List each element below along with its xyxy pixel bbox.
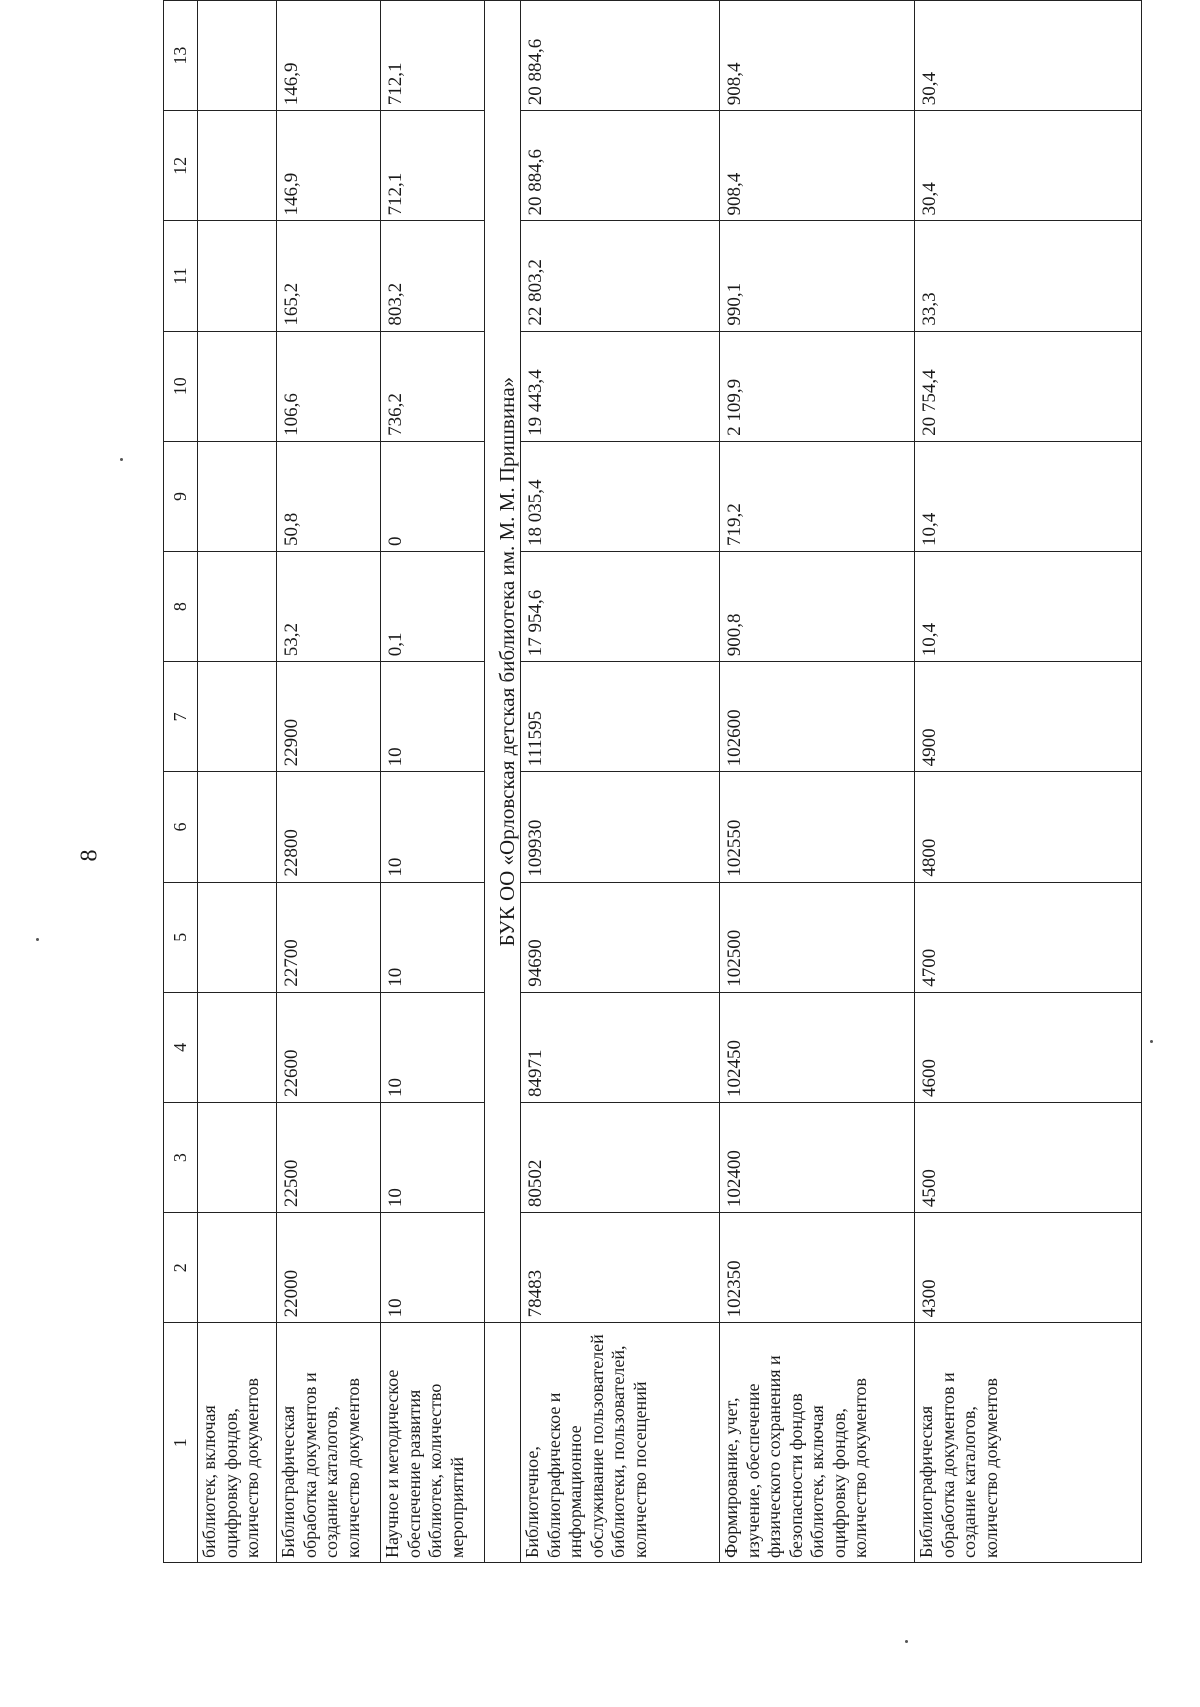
- header-cell: 3: [164, 1102, 198, 1212]
- value-cell: [198, 111, 277, 221]
- section-row: [485, 1, 521, 1563]
- value-cell: 17 954,6: [521, 552, 720, 662]
- value-cell: 712,1: [381, 111, 485, 221]
- value-cell: 712,1: [381, 1, 485, 111]
- value-cell: [198, 1213, 277, 1323]
- value-cell: [198, 662, 277, 772]
- value-cell: 990,1: [720, 221, 915, 331]
- header-cell: 11: [164, 221, 198, 331]
- value-cell: 4700: [915, 882, 1142, 992]
- value-cell: 50,8: [277, 441, 381, 551]
- section-spacer-cell: [485, 1323, 521, 1563]
- header-row: [164, 1, 198, 1563]
- value-cell: 10: [381, 882, 485, 992]
- value-cell: [198, 552, 277, 662]
- value-cell: 102400: [720, 1102, 915, 1212]
- value-cell: 736,2: [381, 331, 485, 441]
- table-row: [198, 1, 277, 1563]
- value-cell: 719,2: [720, 441, 915, 551]
- value-cell: 109930: [521, 772, 720, 882]
- header-cell: 7: [164, 662, 198, 772]
- value-cell: 4900: [915, 662, 1142, 772]
- value-cell: 22500: [277, 1102, 381, 1212]
- value-cell: 10: [381, 1213, 485, 1323]
- value-cell: 10: [381, 1102, 485, 1212]
- value-cell: 10,4: [915, 552, 1142, 662]
- value-cell: 22000: [277, 1213, 381, 1323]
- header-cell: 5: [164, 882, 198, 992]
- scan-speck: [36, 938, 39, 941]
- value-cell: 102550: [720, 772, 915, 882]
- value-cell: 0,1: [381, 552, 485, 662]
- header-cell: 1: [164, 1323, 198, 1563]
- value-cell: 84971: [521, 992, 720, 1102]
- table-row: [720, 1, 915, 1563]
- value-cell: 22800: [277, 772, 381, 882]
- scan-speck: [905, 1640, 908, 1643]
- value-cell: [198, 221, 277, 331]
- value-cell: 908,4: [720, 111, 915, 221]
- value-cell: 0: [381, 441, 485, 551]
- row-label-cell: библиотек, включая оцифровку фондов, количество документов: [198, 1323, 277, 1563]
- scan-speck: [120, 458, 123, 461]
- table-body: [164, 1, 1142, 1563]
- value-cell: 20 884,6: [521, 1, 720, 111]
- table-row: [381, 1, 485, 1563]
- header-cell: 12: [164, 111, 198, 221]
- value-cell: 102450: [720, 992, 915, 1102]
- value-cell: 102500: [720, 882, 915, 992]
- header-cell: 13: [164, 1, 198, 111]
- table-row: [521, 1, 720, 1563]
- header-cell: 6: [164, 772, 198, 882]
- value-cell: 10: [381, 662, 485, 772]
- value-cell: 165,2: [277, 221, 381, 331]
- value-cell: 19 443,4: [521, 331, 720, 441]
- budget-table: [163, 0, 1142, 1563]
- value-cell: 111595: [521, 662, 720, 772]
- value-cell: [198, 1102, 277, 1212]
- header-cell: 10: [164, 331, 198, 441]
- value-cell: [198, 882, 277, 992]
- value-cell: 106,6: [277, 331, 381, 441]
- section-title: БУК ОО «Орловская детская библиотека им. М. М. Пришвина»: [485, 1, 521, 1323]
- table-row: [915, 1, 1142, 1563]
- value-cell: 4300: [915, 1213, 1142, 1323]
- value-cell: 78483: [521, 1213, 720, 1323]
- table-rotator: [163, 0, 1141, 1563]
- value-cell: [198, 992, 277, 1102]
- row-label-cell: Научное и методическое обеспечение развития библиотек, количество мероприятий: [381, 1323, 485, 1563]
- value-cell: 80502: [521, 1102, 720, 1212]
- header-cell: 2: [164, 1213, 198, 1323]
- value-cell: 22600: [277, 992, 381, 1102]
- value-cell: [198, 441, 277, 551]
- row-label-cell: Библиографическая обработка документов и создание каталогов, количество документов: [277, 1323, 381, 1563]
- value-cell: 2 109,9: [720, 331, 915, 441]
- value-cell: 908,4: [720, 1, 915, 111]
- value-cell: [198, 331, 277, 441]
- value-cell: [198, 772, 277, 882]
- page-number: 8: [76, 849, 103, 862]
- value-cell: 10: [381, 992, 485, 1102]
- header-cell: 4: [164, 992, 198, 1102]
- value-cell: 10,4: [915, 441, 1142, 551]
- value-cell: 33,3: [915, 221, 1142, 331]
- table-row: [277, 1, 381, 1563]
- value-cell: 4600: [915, 992, 1142, 1102]
- header-cell: 8: [164, 552, 198, 662]
- value-cell: 10: [381, 772, 485, 882]
- value-cell: 900,8: [720, 552, 915, 662]
- value-cell: 146,9: [277, 111, 381, 221]
- value-cell: 94690: [521, 882, 720, 992]
- value-cell: 102600: [720, 662, 915, 772]
- value-cell: 22 803,2: [521, 221, 720, 331]
- value-cell: 22700: [277, 882, 381, 992]
- value-cell: 146,9: [277, 1, 381, 111]
- row-label-cell: Библиографическая обработка документов и создание каталогов, количество документов: [915, 1323, 1142, 1563]
- row-label-cell: Библиотечное, библиографическое и информационное обслуживание пользователей библиотеки, пользователей, количество посещений: [521, 1323, 720, 1563]
- value-cell: 4500: [915, 1102, 1142, 1212]
- value-cell: 18 035,4: [521, 441, 720, 551]
- value-cell: [198, 1, 277, 111]
- value-cell: 20 754,4: [915, 331, 1142, 441]
- value-cell: 803,2: [381, 221, 485, 331]
- value-cell: 30,4: [915, 1, 1142, 111]
- header-cell: 9: [164, 441, 198, 551]
- row-label-cell: Формирование, учет, изучение, обеспечение физического сохранения и безопасности фондов библиотек, включая оцифровку фондов, количество документов: [720, 1323, 915, 1563]
- value-cell: 53,2: [277, 552, 381, 662]
- value-cell: 102350: [720, 1213, 915, 1323]
- value-cell: 30,4: [915, 111, 1142, 221]
- value-cell: 22900: [277, 662, 381, 772]
- value-cell: 4800: [915, 772, 1142, 882]
- scan-speck: [1150, 1040, 1153, 1043]
- value-cell: 20 884,6: [521, 111, 720, 221]
